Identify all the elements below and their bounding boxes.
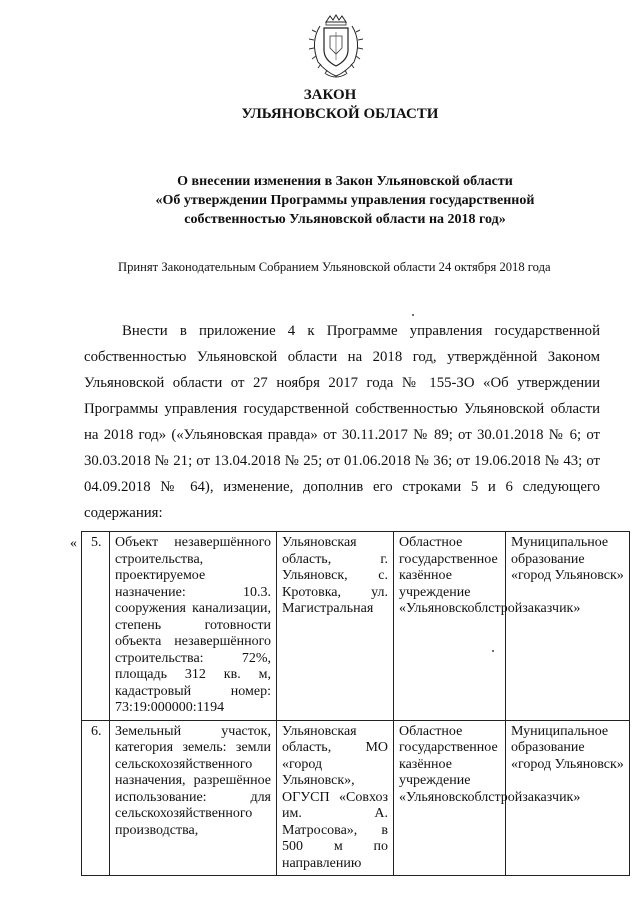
object-location: Ульяновская область, МО «город Ульяновск», ОГУСП «Совхоз им. А. Матросова», в 500 м по направлению <box>277 720 394 876</box>
object-location: Ульяновская область, г. Ульяновск, с. Кротовка, ул. Магистральная <box>277 532 394 721</box>
row-number: 6. <box>82 720 110 876</box>
recipient: Муниципальное образование «город Ульяновск» <box>506 532 630 721</box>
law-title <box>0 86 640 124</box>
coat-of-arms-emblem <box>304 14 368 80</box>
subject-line-2: «Об утверждении Программы управления государственной <box>155 193 535 208</box>
holder: Областное государственное казённое учреждение «Ульяновскоблстройзаказчик» <box>394 532 506 721</box>
recipient: Муниципальное образование «город Ульяновск» <box>506 720 630 876</box>
adoption-note: Принят Законодательным Собранием Ульяновской области 24 октября 2018 года <box>118 260 551 274</box>
title-line-1: ЗАКОН <box>303 87 357 103</box>
subject-line-3: собственностью Ульяновской области на 2018 год» <box>184 212 506 227</box>
scan-speck <box>412 314 414 316</box>
body-paragraph <box>84 318 600 526</box>
body-text: Внести в приложение 4 к Программе управления государственной собственностью Ульяновской области на 2018 год, утверждённой Законом Ульяновской области от 27 ноября 2017 года № 155-ЗО «Об утверждении Программы управления государственной собственностью Ульяновской области на 2018 год» («Ульяновская правда» от 30.11.2017 № 89; от 30.01.2018 № 6; от 30.03.2018 № 21; от 13.04.2018 № 25; от 01.06.2018 № 36; от 19.06.2018 № 43; от 04.09.2018 № 64), изменение, дополнив его строками 5 и 6 следующего содержания: <box>84 323 600 521</box>
holder: Областное государственное казённое учреждение «Ульяновскоблстройзаказчик» <box>394 720 506 876</box>
table-row <box>82 532 630 721</box>
law-subject <box>100 172 590 229</box>
title-line-2: УЛЬЯНОВСКОЙ ОБЛАСТИ <box>241 106 439 122</box>
subject-line-1: О внесении изменения в Закон Ульяновской области <box>177 174 513 189</box>
row-number: 5. <box>82 532 110 721</box>
object-description: Объект незавершённого строительства, проектируемое назначение: 10.3. сооружения канализации, степень готовности объекта незавершённого строительства: 72%, площадь 312 кв. м, кадастровый номер: 73:19:000000:1194 <box>110 532 277 721</box>
table-row <box>82 720 630 876</box>
property-table <box>81 531 630 876</box>
object-description: Земельный участок, категория земель: земли сельскохозяйственного назначения, разрешённое использование: для сельскохозяйственного производства, <box>110 720 277 876</box>
opening-quote: « <box>70 536 77 551</box>
